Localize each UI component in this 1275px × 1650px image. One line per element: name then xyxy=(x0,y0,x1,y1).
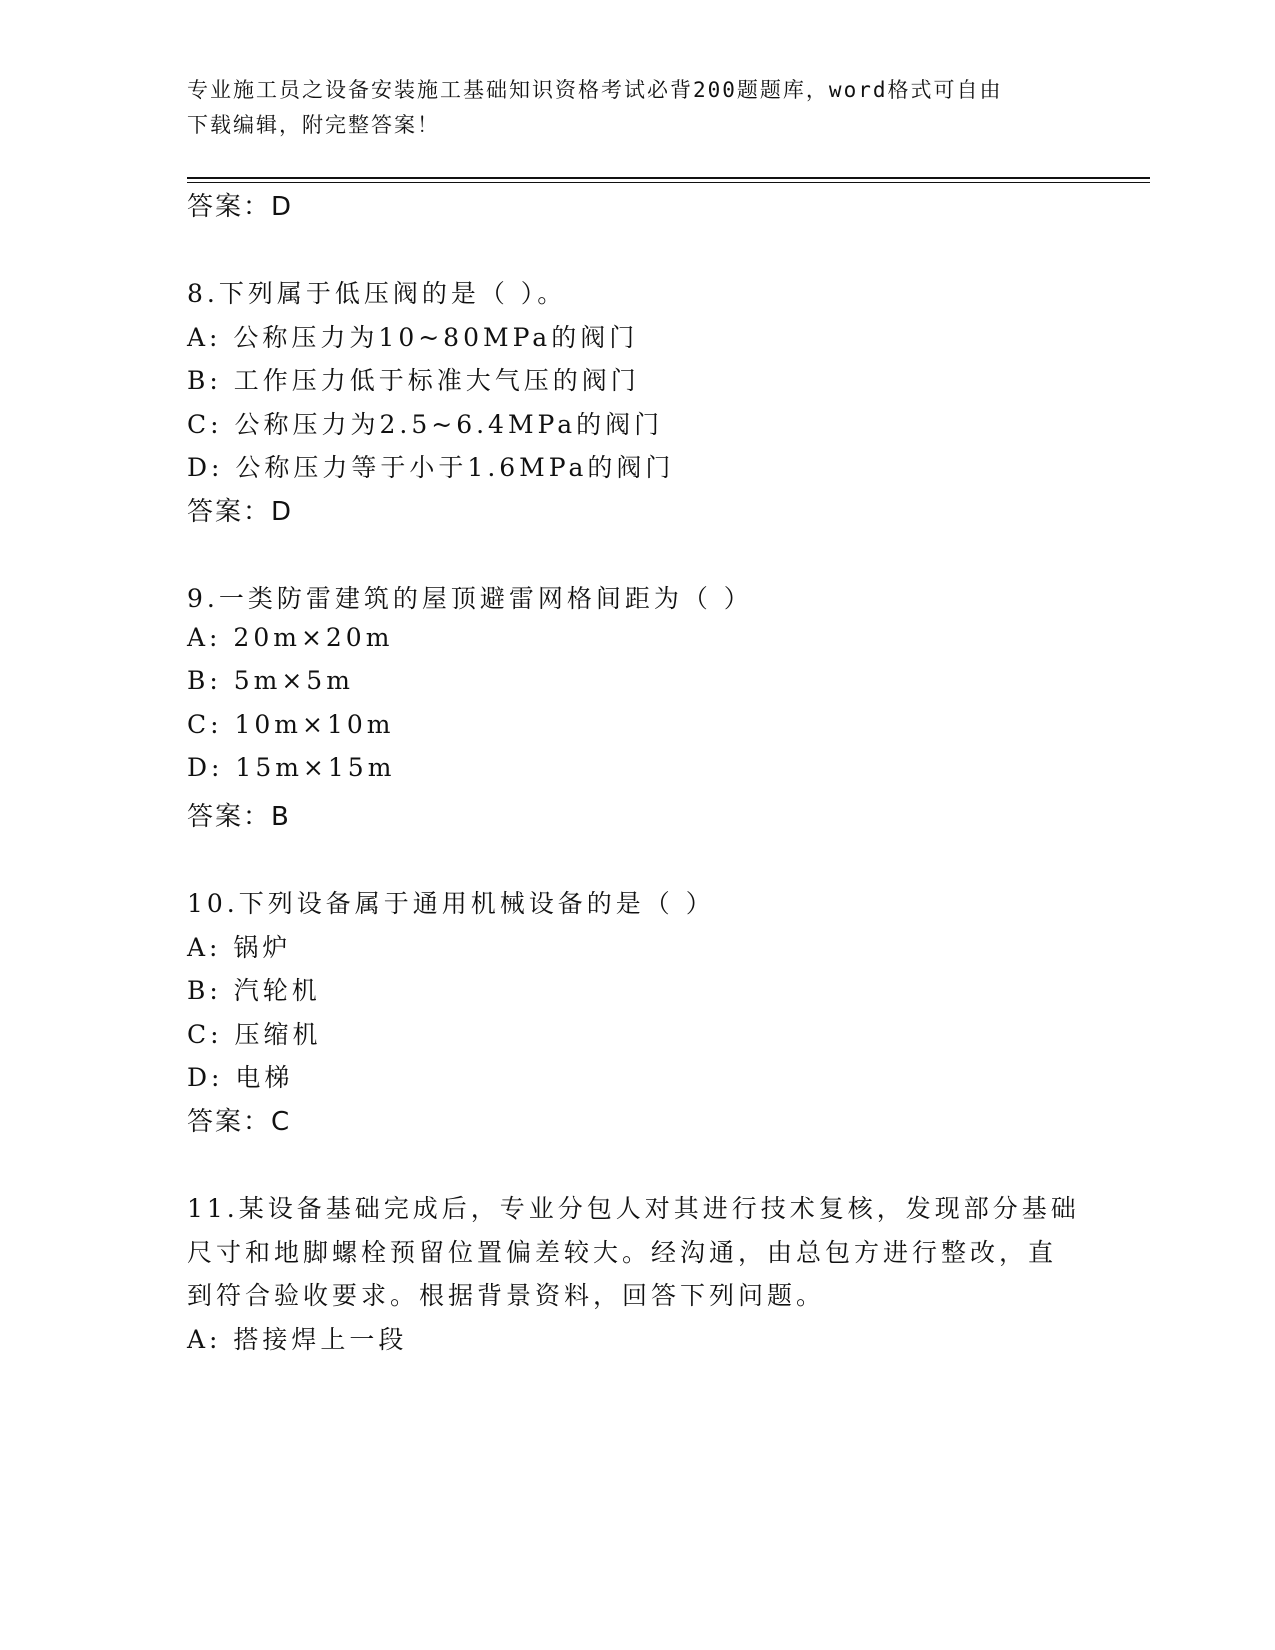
question-9-option-c: C: 10m×10m xyxy=(187,710,395,739)
header-divider-thin xyxy=(187,182,1150,183)
question-9-option-d: D: 15m×15m xyxy=(187,753,396,782)
question-8: 8.下列属于低压阀的是（ ）。 xyxy=(187,279,567,308)
header-line-1: 专业施工员之设备安装施工基础知识资格考试必背200题题库，word格式可自由 xyxy=(187,78,1003,102)
question-9: 9.一类防雷建筑的屋顶避雷网格间距为（ ） xyxy=(187,584,753,613)
document-header xyxy=(187,73,1067,143)
question-8-option-a: A: 公称压力为10~80MPa的阀门 xyxy=(187,323,639,352)
question-10: 10.下列设备属于通用机械设备的是（ ） xyxy=(187,889,715,918)
header-divider-thick xyxy=(187,177,1150,179)
question-10-option-b: B: 汽轮机 xyxy=(187,976,321,1005)
question-8-option-d: D: 公称压力等于小于1.6MPa的阀门 xyxy=(187,453,675,482)
question-9-option-b: B: 5m×5m xyxy=(187,666,354,695)
question-8-option-c: C: 公称压力为2.5~6.4MPa的阀门 xyxy=(187,410,664,439)
question-11-option-a: A: 搭接焊上一段 xyxy=(187,1325,408,1354)
answer-9: 答案：B xyxy=(187,802,291,832)
question-11-line-2: 尺寸和地脚螺栓预留位置偏差较大。经沟通，由总包方进行整改，直 xyxy=(187,1238,1058,1267)
answer-10: 答案：C xyxy=(187,1107,292,1137)
header-line-2: 下载编辑，附完整答案！ xyxy=(187,113,440,137)
question-10-option-c: C: 压缩机 xyxy=(187,1020,322,1049)
question-10-option-a: A: 锅炉 xyxy=(187,933,292,962)
answer-7: 答案：D xyxy=(187,192,294,222)
question-10-option-d: D: 电梯 xyxy=(187,1063,294,1092)
question-11-line-1: 11.某设备基础完成后，专业分包人对其进行技术复核，发现部分基础 xyxy=(187,1194,1080,1223)
question-11-line-3: 到符合验收要求。根据背景资料，回答下列问题。 xyxy=(187,1281,826,1310)
answer-8: 答案：D xyxy=(187,497,294,527)
question-8-option-b: B: 工作压力低于标准大气压的阀门 xyxy=(187,366,640,395)
question-9-option-a: A: 20m×20m xyxy=(187,623,394,652)
